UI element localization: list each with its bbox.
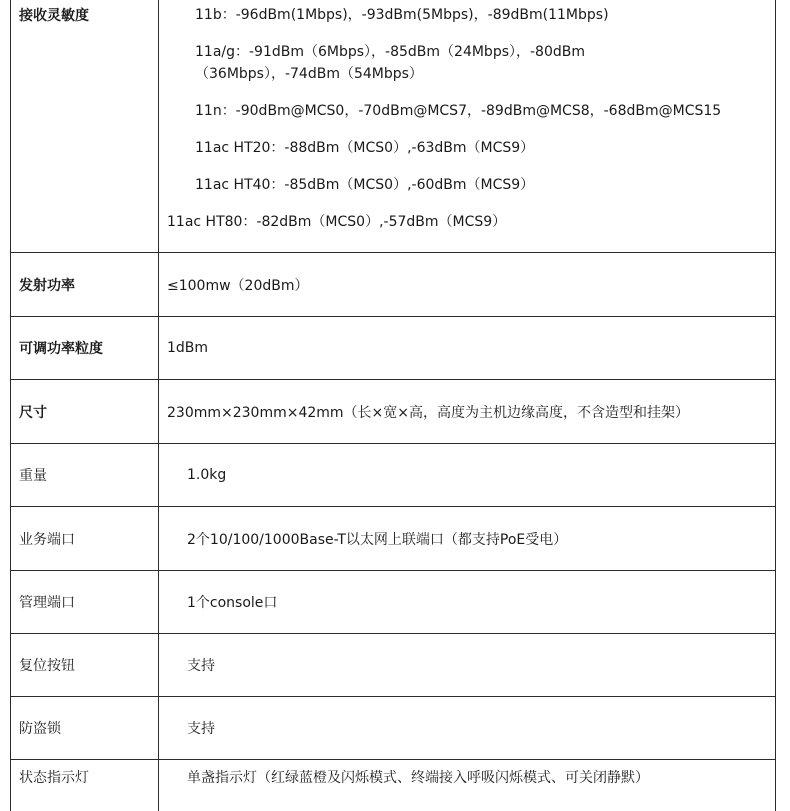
spec-table xyxy=(10,0,776,811)
sensitivity-line-11ac-ht80: 11ac HT80：-82dBm（MCS0）,-57dBm（MCS9） xyxy=(167,211,775,233)
sensitivity-line-11b: 11b：-96dBm(1Mbps)，-93dBm(5Mbps)，-89dBm(11Mbps) xyxy=(167,4,775,26)
table-row-transmit-power xyxy=(11,253,776,317)
sensitivity-line-11ag: 11a/g：-91dBm（6Mbps），-85dBm（24Mbps），-80dBm（36Mbps），-74dBm（54Mbps） xyxy=(167,41,775,85)
table-row-receive-sensitivity xyxy=(11,0,776,253)
row-label-dimensions: 尺寸 xyxy=(19,405,47,421)
row-value-status-indicator: 单盏指示灯（红绿蓝橙及闪烁模式、终端接入呼吸闪烁模式、可关闭静默） xyxy=(187,760,775,787)
row-value-reset-button: 支持 xyxy=(187,658,215,674)
row-label-power-granularity: 可调功率粒度 xyxy=(19,341,103,357)
row-label-transmit-power: 发射功率 xyxy=(19,278,75,294)
table-row-service-ports xyxy=(11,507,776,571)
sensitivity-line-11ac-ht20: 11ac HT20：-88dBm（MCS0）,-63dBm（MCS9） xyxy=(167,137,775,159)
table-row-anti-theft-lock xyxy=(11,697,776,760)
row-label-anti-theft-lock: 防盗锁 xyxy=(19,721,61,737)
table-row-status-indicator xyxy=(11,760,776,811)
row-value-dimensions: 230mm×230mm×42mm（长×宽×高，高度为主机边缘高度，不含造型和挂架） xyxy=(167,405,689,421)
sensitivity-values xyxy=(167,0,775,233)
table-row-management-port xyxy=(11,571,776,634)
row-value-management-port: 1个console口 xyxy=(187,595,277,611)
sensitivity-line-11ac-ht40: 11ac HT40：-85dBm（MCS0）,-60dBm（MCS9） xyxy=(167,174,775,196)
row-value-anti-theft-lock: 支持 xyxy=(187,721,215,737)
table-row-reset-button xyxy=(11,634,776,697)
table-row-dimensions xyxy=(11,380,776,444)
row-label-management-port: 管理端口 xyxy=(19,595,75,611)
table-row-weight xyxy=(11,444,776,507)
row-value-service-ports: 2个10/100/1000Base-T以太网上联端口（都支持PoE受电） xyxy=(187,532,567,548)
table-row-power-granularity xyxy=(11,317,776,380)
sensitivity-line-11n: 11n：-90dBm@MCS0，-70dBm@MCS7，-89dBm@MCS8，-68dBm@MCS15 xyxy=(167,100,775,122)
row-label-receive-sensitivity: 接收灵敏度 xyxy=(19,0,158,25)
row-label-service-ports: 业务端口 xyxy=(19,532,75,548)
row-label-reset-button: 复位按钮 xyxy=(19,658,75,674)
row-value-power-granularity: 1dBm xyxy=(167,340,208,356)
row-value-transmit-power: ≤100mw（20dBm） xyxy=(167,278,308,294)
row-value-weight: 1.0kg xyxy=(187,467,226,483)
row-label-weight: 重量 xyxy=(19,468,47,484)
row-label-status-indicator: 状态指示灯 xyxy=(19,760,158,787)
